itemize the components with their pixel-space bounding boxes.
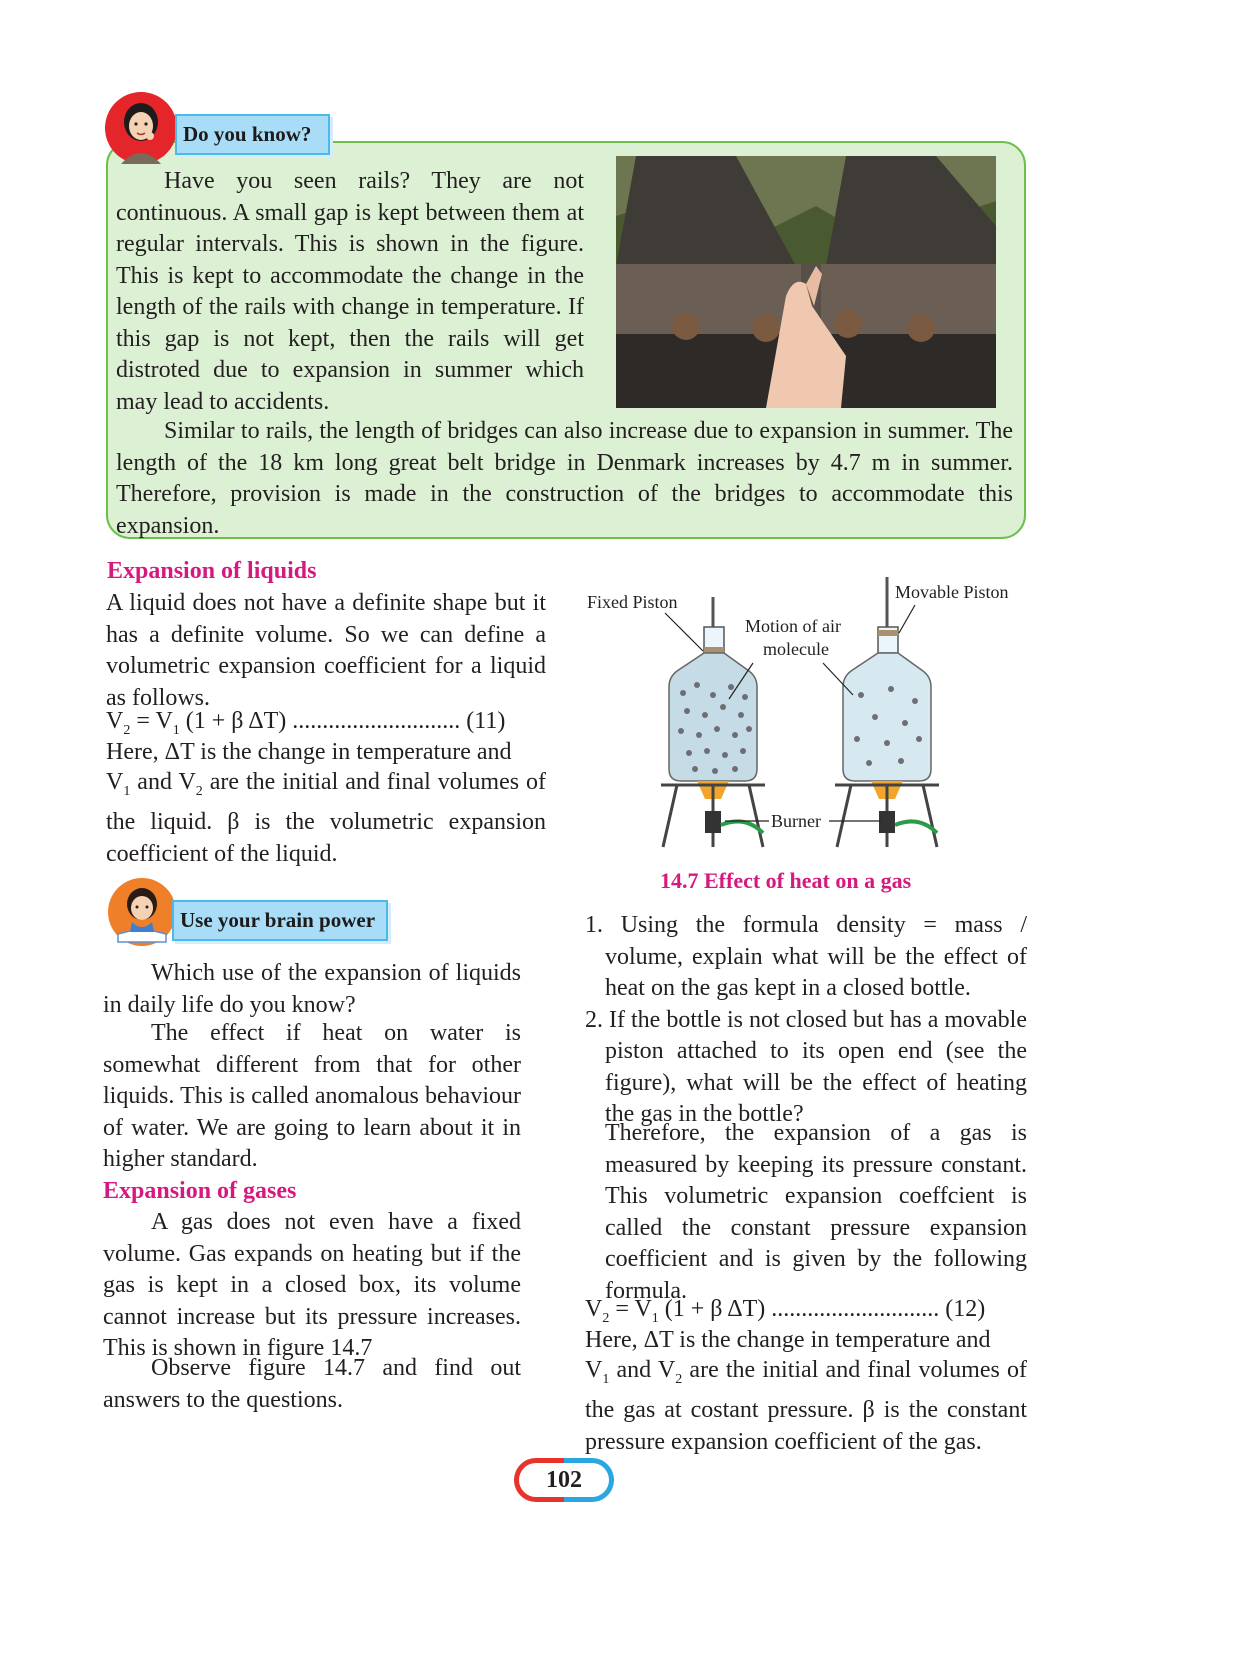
page-number: 102 [519,1463,609,1497]
liquids-here-line: Here, ΔT is the change in temperature and [106,739,512,765]
page-number-badge [514,1458,614,1502]
motion-label-line2: molecule [763,639,829,659]
movable-piston-label: Movable Piston [895,582,1009,602]
gas-questions [585,910,1027,1131]
gases-volumes-paragraph: $V_1$ and $V_2$ are the initial and final volumes of the gas at costant pressure. β is the constant pressure expansion coefficient of the gas. [585,1357,1028,1455]
figure-caption: 14.7 Effect of heat on a gas [660,868,912,893]
gas-heat-figure [585,575,1030,860]
rails-paragraph: Have you seen rails? They are not continuous. A small gap is kept between them at regular intervals. This is shown in the figure. This is kept to accommodate the change in the length of the rails with change in temperature. If this gap is not kept, then the rails will get distroted due to expansion in summer which may lead to accidents. [116,168,584,415]
gases-heading: Expansion of gases [103,1178,297,1204]
liquids-volumes-paragraph: $V_1$ and $V_2$ are the initial and final volumes of the liquid. β is the volumetric expansion coefficient of the liquid. [106,769,547,867]
do-you-know-tag: Do you know? [175,114,330,155]
brain-power-tag: Use your brain power [172,900,388,941]
gases-here-line: Here, ΔT is the change in temperature and [585,1327,991,1353]
motion-label-line1: Motion of air [745,616,841,636]
burner-label: Burner [771,811,821,831]
girl-thinking-icon [103,88,183,168]
question-1: 1. Using the formula density = mass / volume, explain what will be the effect of heat on the gas kept in a closed bottle. [585,912,1027,1001]
bridges-paragraph: Similar to rails, the length of bridges can also increase due to expansion in summer. The length of the 18 km long great belt bridge in Denmark increases by 4.7 m in summer. Therefore, provision is made in the construction of the bridges to accommodate this expansion. [116,418,1013,539]
girl-reading-icon [106,876,180,948]
gases-formula: $V_2 = V_1$ (1 + β ΔT) ............................ (12) [585,1296,986,1326]
observe-paragraph: Observe figure 14.7 and find out answers to the questions. [103,1355,521,1413]
question-2: 2. If the bottle is not closed but has a movable piston attached to its open end (see the figure), what will be the effect of heating the gas in the bottle? [585,1006,1027,1127]
gases-paragraph: A gas does not even have a fixed volume. Gas expands on heating but if the gas is kept in a closed box, its volume cannot increase but its pressure increases. This is shown in figure 14.7 [103,1209,521,1361]
movable-piston-bottle [835,577,939,847]
rail-gap-photo [616,156,996,408]
anomalous-water-paragraph: The effect if heat on water is somewhat different from that for other liquids. This is called anomalous behaviour of water. We are going to learn about it in higher standard. [103,1020,521,1172]
liquids-formula: $V_2 = V_1$ (1 + β ΔT) ............................ (11) [106,708,506,738]
therefore-paragraph: Therefore, the expansion of a gas is measured by keeping its pressure constant. This volumetric expansion coeffcient is called the constant pressure expansion coefficient and is given by the following formula. [605,1120,1027,1304]
liquids-paragraph: A liquid does not have a definite shape but it has a definite volume. So we can define a volumetric expansion coefficient for a liquid as follows. [106,590,546,711]
fixed-piston-label: Fixed Piston [587,592,678,612]
liquids-heading: Expansion of liquids [107,558,317,584]
brain-power-question: Which use of the expansion of liquids in daily life do you know? [103,960,521,1018]
